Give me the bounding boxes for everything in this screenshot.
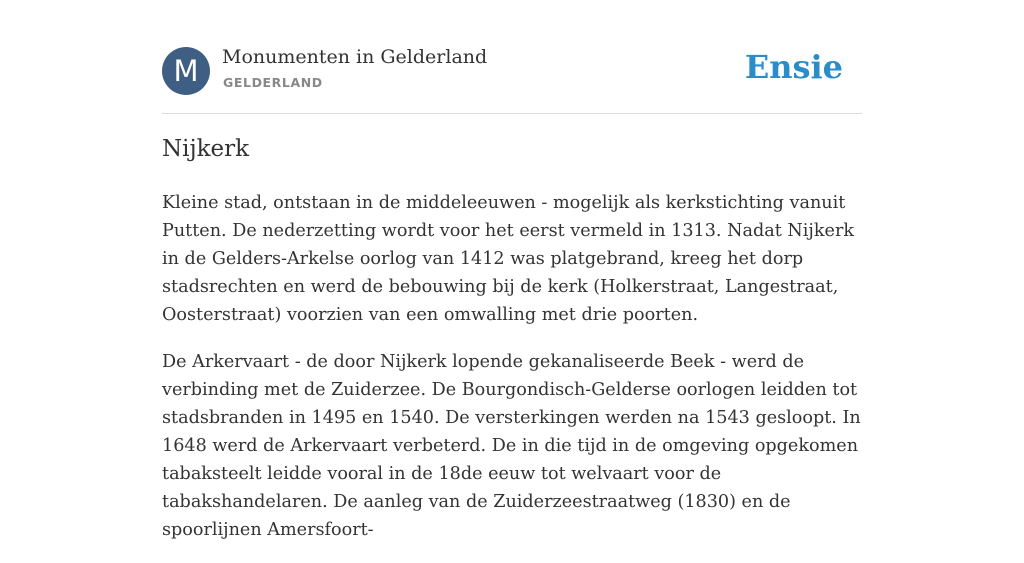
header-divider xyxy=(162,113,862,114)
author-name[interactable]: Monumenten in Gelderland xyxy=(222,46,488,68)
avatar[interactable]: M xyxy=(162,47,210,95)
article-paragraph: Kleine stad, ontstaan in de middeleeuwen - mogelijk als kerkstichting vanuit Putten. De nederzetting wordt voor het eerst vermeld in 1313. Nadat Nijkerk in de Gelders-Arkelse oorlog van 1412 was platgebrand, kreeg het dorp stadsrechten en werd de bebouwing bij de kerk (Holkerstraat, Langestraat, Oosterstraat) voorzien van een omwalling met drie poorten. xyxy=(162,193,855,325)
header xyxy=(162,46,862,96)
ensie-logo[interactable]: Ensie xyxy=(744,48,843,86)
article-body xyxy=(162,189,864,563)
article-paragraph: De Arkervaart - de door Nijkerk lopende gekanaliseerde Beek - werd de verbinding met de Zuiderzee. De Bourgondisch-Gelderse oorlogen leidden tot stadsbranden in 1495 en 1540. De versterkingen werden na 1543 gesloopt. In 1648 werd de Arkervaart verbeterd. De in die tijd in de omgeving opgekomen tabaksteelt leidde vooral in de 18de eeuw tot welvaart voor de tabakshandelaren. De aanleg van de Zuiderzeestraatweg (1830) en de spoorlijnen Amersfoort- xyxy=(162,352,861,540)
article-title: Nijkerk xyxy=(162,136,250,162)
author-subtitle[interactable]: GELDERLAND xyxy=(223,75,323,90)
